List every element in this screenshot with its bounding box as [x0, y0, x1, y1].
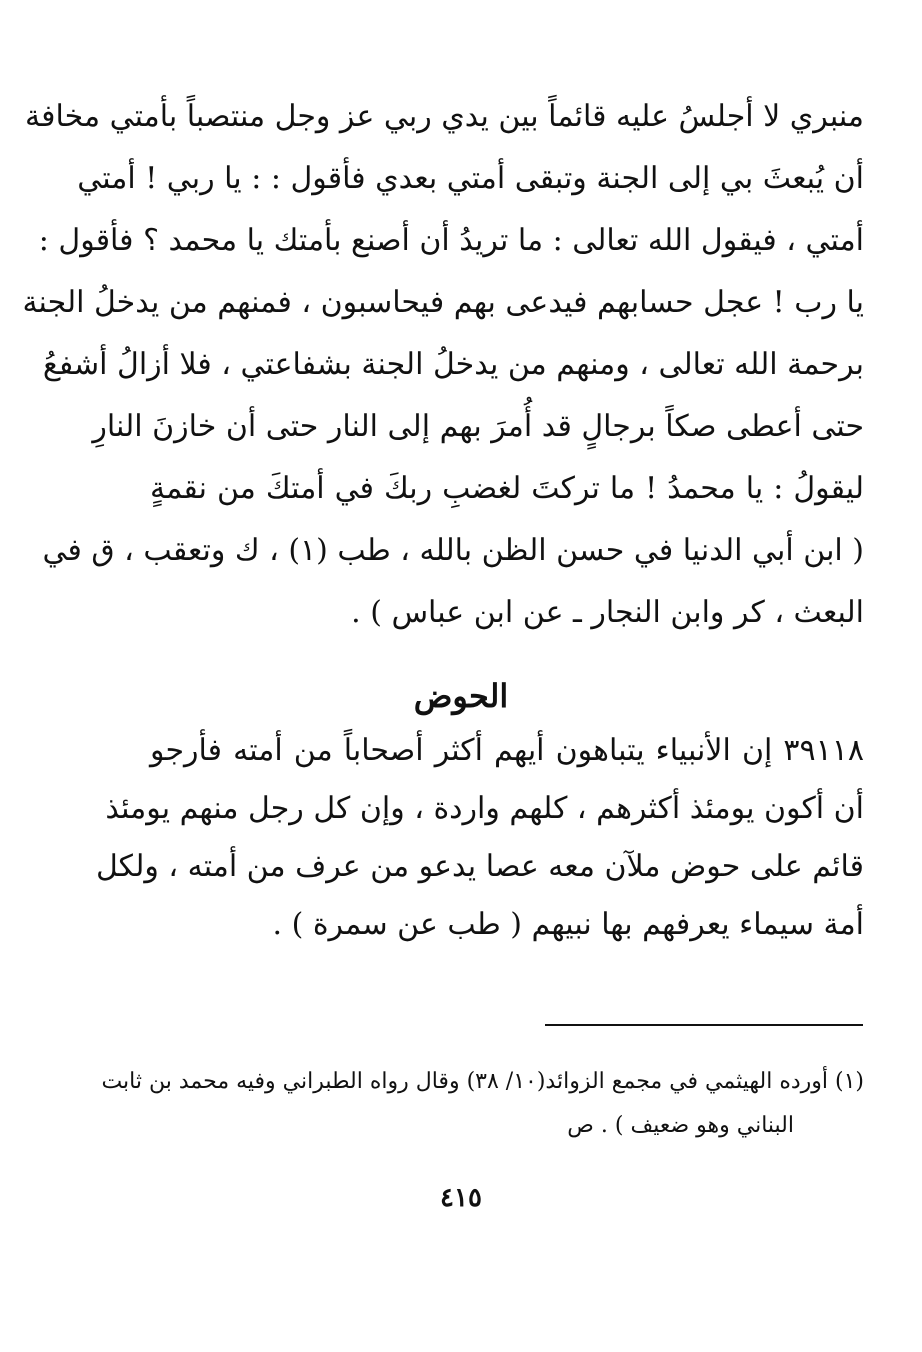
text-line: أمة سيماء يعرفهم بها نبيهم ( طب عن سمرة ) . [272, 907, 864, 942]
section-heading: الحوض [413, 677, 509, 715]
footnote-line: (١) أورده الهيثمي في مجمع الزوائد(١٠/ ٣٨) وقال رواه الطبراني وفيه محمد بن ثابت [101, 1069, 864, 1094]
text-line: أمتي ، فيقول الله تعالى : ما تريدُ أن أصنع بأمتك يا محمد ؟ فأقول : [38, 223, 864, 258]
hadith-paragraph [95, 722, 864, 954]
text-line: أن يُبعثَ بي إلى الجنة وتبقى أمتي بعدي فأقول : : يا ربي ! أمتي [77, 161, 864, 196]
text-line: ٣٩١١٨ إن الأنبياء يتباهون أيهم أكثر أصحاباً من أمته فأرجو [150, 733, 864, 768]
text-line: منبري لا أجلسُ عليه قائماً بين يدي ربي عز وجل منتصباً بأمتي مخافة [25, 99, 864, 134]
text-line: برحمة الله تعالى ، ومنهم من يدخلُ الجنة بشفاعتي ، فلا أزالُ أشفعُ [42, 347, 864, 382]
text-line: قائم على حوض ملآن معه عصا يدعو من عرف من أمته ، ولكل [95, 849, 864, 884]
text-line: ( ابن أبي الدنيا في حسن الظن بالله ، طب (١) ، ك وتعقب ، ق في [42, 533, 864, 568]
text-line: أن أكون يومئذ أكثرهم ، كلهم واردة ، وإن كل رجل منهم يومئذ [105, 791, 864, 826]
footnote [101, 1060, 864, 1148]
footnote-line: البناني وهو ضعيف ) . ص [567, 1113, 794, 1138]
text-line: حتى أعطى صكاً برجالٍ قد أُمرَ بهم إلى النار حتى أن خازنَ النارِ [92, 409, 864, 444]
page-number: ٤١٥ [440, 1183, 482, 1213]
footnote-divider [545, 1024, 863, 1026]
text-line: البعث ، كر وابن النجار ـ عن ابن عباس ) . [351, 595, 864, 630]
body-paragraph [22, 86, 864, 644]
text-line: يا رب ! عجل حسابهم فيدعى بهم فيحاسبون ، فمنهم من يدخلُ الجنة [22, 285, 864, 320]
text-line: ليقولُ : يا محمدُ ! ما تركتَ لغضبِ ربكَ في أمتكَ من نقمةٍ [150, 471, 864, 506]
